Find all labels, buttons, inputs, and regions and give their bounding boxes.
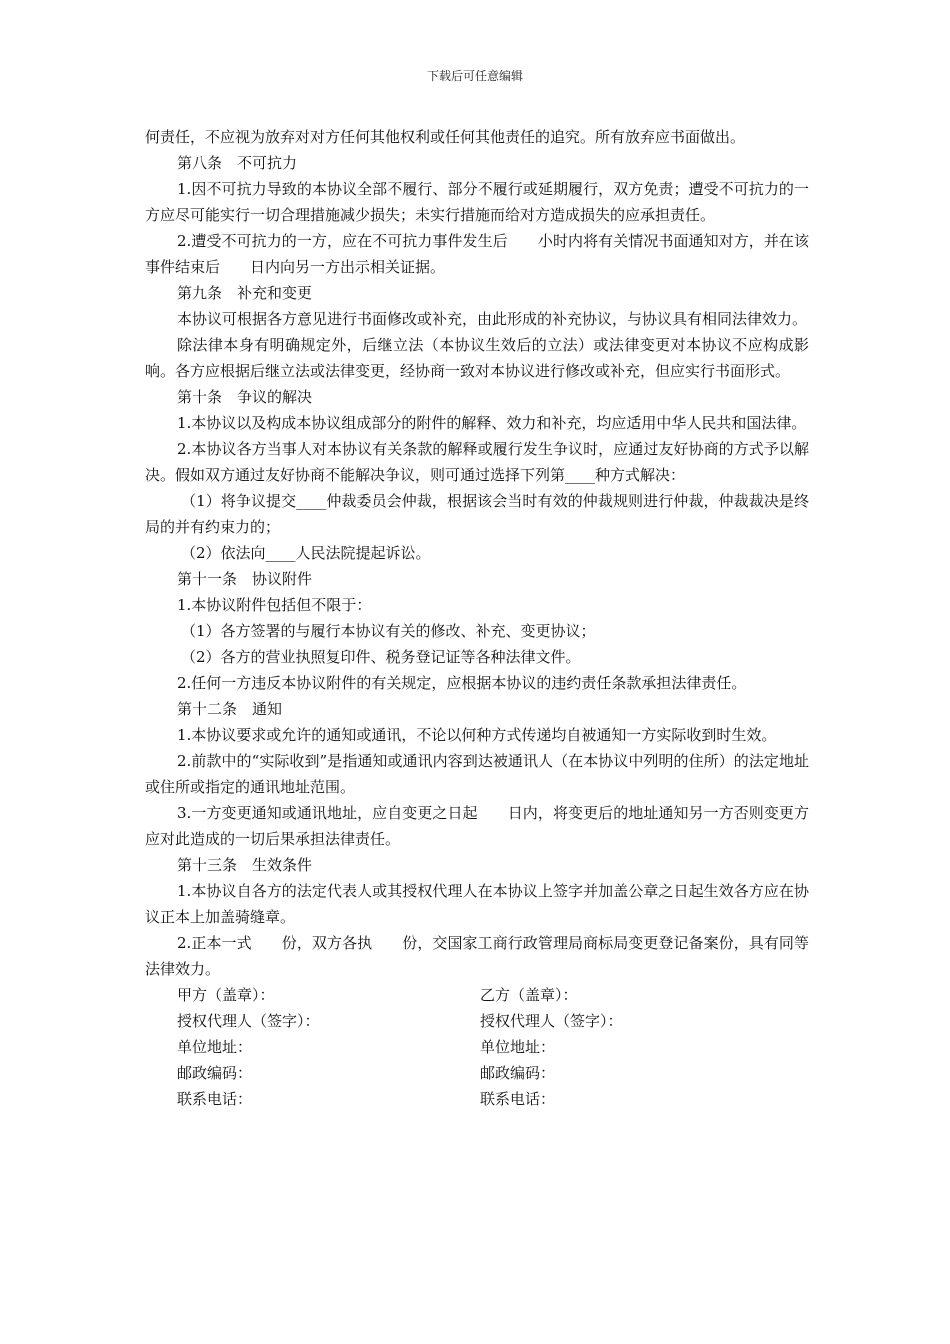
party-b-field: 邮政编码： xyxy=(480,1064,556,1082)
paragraph: 2.本协议各方当事人对本协议有关条款的解释或履行发生争议时，应通过友好协商的方式予以解决。假如双方通过友好协商不能解决争议，则可通过选择下列第____种方式解决： xyxy=(145,440,809,484)
paragraph-list xyxy=(145,124,809,982)
paragraph: 2.前款中的“实际收到”是指通知或通讯内容到达被通讯人（在本协议中列明的住所）的法定地址或住所或指定的通讯地址范围。 xyxy=(145,752,809,796)
paragraph: 2.任何一方违反本协议附件的有关规定，应根据本协议的违约责任条款承担法律责任。 xyxy=(177,674,747,692)
paragraph: （2）依法向____人民法院提起诉讼。 xyxy=(181,544,431,562)
party-a-field: 甲方（盖章）： xyxy=(177,986,275,1004)
section-heading: 第十三条 生效条件 xyxy=(177,856,313,874)
signature-row xyxy=(145,1034,809,1060)
header-note: 下载后可任意编辑 xyxy=(426,69,523,83)
paragraph: 除法律本身有明确规定外，后继立法（本协议生效后的立法）或法律变更对本协议不应构成影响。各方应根据后继立法或法律变更，经协商一致对本协议进行修改或补充，但应实行书面形式。 xyxy=(145,336,809,380)
party-a-field: 联系电话： xyxy=(177,1090,253,1108)
signature-block xyxy=(145,982,809,1112)
paragraph: 2.正本一式 份，双方各执 份，交国家工商行政管理局商标局变更登记备案份，具有同等法律效力。 xyxy=(145,934,809,978)
paragraph: （2）各方的营业执照复印件、税务登记证等各种法律文件。 xyxy=(181,648,581,666)
paragraph: （1）各方签署的与履行本协议有关的修改、补充、变更协议； xyxy=(181,622,596,640)
signature-row xyxy=(145,1086,809,1112)
party-b-field: 乙方（盖章）： xyxy=(480,986,578,1004)
paragraph: 本协议可根据各方意见进行书面修改或补充，由此形成的补充协议，与协议具有相同法律效力。 xyxy=(177,310,808,328)
document-body xyxy=(145,124,809,1112)
party-a-field: 邮政编码： xyxy=(177,1064,253,1082)
paragraph: 1.本协议要求或允许的通知或通讯，不论以何种方式传递均自被通知一方实际收到时生效。 xyxy=(177,726,777,744)
section-heading: 第九条 补充和变更 xyxy=(177,284,313,302)
party-b-field: 联系电话： xyxy=(480,1090,556,1108)
party-b-field: 单位地址： xyxy=(480,1038,556,1056)
signature-row xyxy=(145,982,809,1008)
section-heading: 第八条 不可抗力 xyxy=(177,154,298,172)
paragraph: 何责任，不应视为放弃对对方任何其他权利或任何其他责任的追究。所有放弃应书面做出。 xyxy=(145,128,746,146)
paragraph: （1）将争议提交____仲裁委员会仲裁，根据该会当时有效的仲裁规则进行仲裁，仲裁裁决是终局的并有约束力的； xyxy=(145,492,809,536)
section-heading: 第十二条 通知 xyxy=(177,700,283,718)
party-b-field: 授权代理人（签字）： xyxy=(480,1012,623,1030)
party-a-field: 单位地址： xyxy=(177,1038,253,1056)
section-heading: 第十一条 协议附件 xyxy=(177,570,313,588)
signature-row xyxy=(145,1060,809,1086)
signature-row xyxy=(145,1008,809,1034)
paragraph: 3.一方变更通知或通讯地址，应自变更之日起 日内，将变更后的地址通知另一方否则变更方应对此造成的一切后果承担法律责任。 xyxy=(145,804,809,848)
section-heading: 第十条 争议的解决 xyxy=(177,388,313,406)
paragraph: 1.本协议以及构成本协议组成部分的附件的解释、效力和补充，均应适用中华人民共和国法律。 xyxy=(177,414,807,432)
paragraph: 1.因不可抗力导致的本协议全部不履行、部分不履行或延期履行，双方免责；遭受不可抗力的一方应尽可能实行一切合理措施减少损失；未实行措施而给对方造成损失的应承担责任。 xyxy=(145,180,809,224)
paragraph: 1.本协议附件包括但不限于： xyxy=(177,596,372,614)
party-a-field: 授权代理人（签字）： xyxy=(177,1012,320,1030)
paragraph: 2.遭受不可抗力的一方，应在不可抗力事件发生后 小时内将有关情况书面通知对方，并在该事件结束后 日内向另一方出示相关证据。 xyxy=(145,232,809,276)
paragraph: 1.本协议自各方的法定代表人或其授权代理人在本协议上签字并加盖公章之日起生效各方应在协议正本上加盖骑缝章。 xyxy=(145,882,809,926)
